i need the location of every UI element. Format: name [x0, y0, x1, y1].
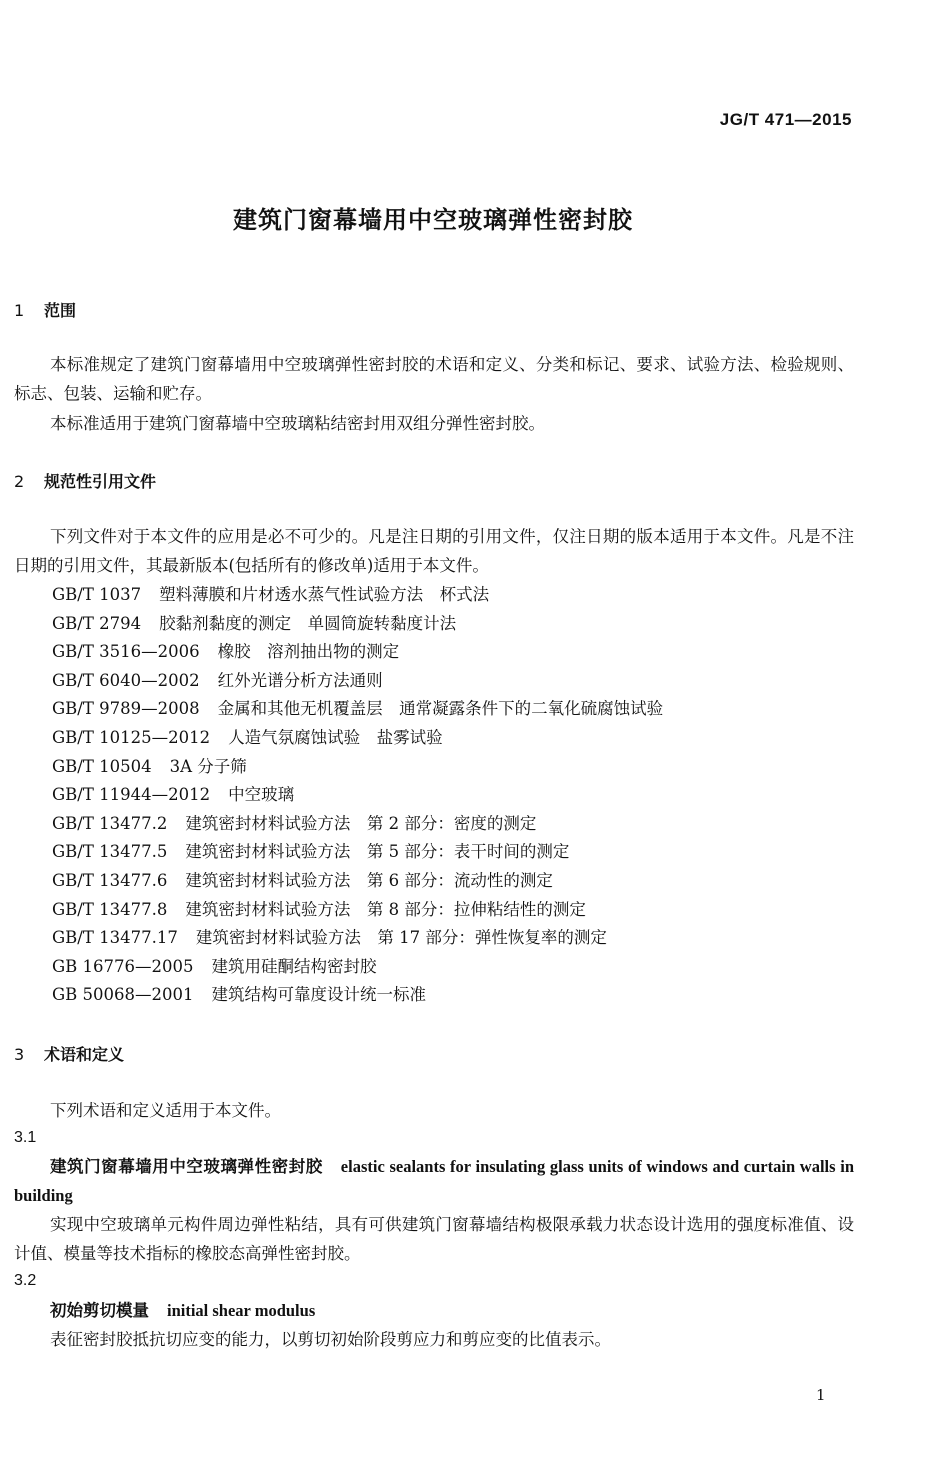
section-3-intro: 下列术语和定义适用于本文件。: [50, 1101, 281, 1120]
page-number: 1: [816, 1386, 826, 1404]
section-2-intro: 下列文件对于本文件的应用是必不可少的。凡是注日期的引用文件，仅注日期的版本适用于本文件。凡是不注日期的引用文件，其最新版本(包括所有的修改单)适用于本文件。: [14, 527, 854, 575]
section-3-title: 术语和定义: [44, 1045, 125, 1064]
term-3-2-number: 3.2: [14, 1272, 37, 1289]
term-3-2-heading: [14, 1296, 854, 1325]
section-1-heading: [14, 298, 76, 321]
reference-title: 人造气氛腐蚀试验 盐雾试验: [228, 727, 443, 747]
standard-code: JG/T 471—2015: [719, 110, 852, 129]
reference-title: 建筑用硅酮结构密封胶: [211, 956, 377, 976]
reference-code: GB/T 2794: [52, 613, 142, 633]
term-3-1-number: 3.1: [14, 1129, 37, 1146]
reference-title: 建筑结构可靠度设计统一标准: [211, 985, 427, 1005]
reference-code: GB/T 13477.2: [52, 813, 168, 833]
term-3-1-definition: 实现中空玻璃单元构件周边弹性粘结，具有可供建筑门窗幕墙结构极限承载力状态设计选用的强度标准值、设计值、模量等技术指标的橡胶态高弹性密封胶。: [14, 1215, 854, 1263]
term-3-1-chinese: 建筑门窗幕墙用中空玻璃弹性密封胶: [50, 1157, 323, 1176]
term-3-2-english: initial shear modulus: [167, 1301, 316, 1320]
section-2-title: 规范性引用文件: [44, 472, 157, 491]
reference-code: GB/T 13477.17: [52, 928, 178, 948]
reference-code: GB/T 13477.8: [52, 899, 168, 919]
reference-code: GB/T 13477.6: [52, 870, 168, 890]
term-3-2-chinese: 初始剪切模量: [50, 1301, 149, 1320]
reference-code: GB/T 6040—2002: [52, 670, 200, 690]
section-3-number: 3: [14, 1045, 25, 1064]
reference-code: GB/T 9789—2008: [52, 699, 200, 719]
reference-code: GB/T 10125—2012: [52, 727, 211, 747]
reference-title: 建筑密封材料试验方法 第 2 部分：密度的测定: [185, 813, 537, 833]
term-3-1-heading: [14, 1152, 854, 1210]
section-3-heading: [14, 1042, 124, 1065]
reference-code: GB/T 13477.5: [52, 842, 168, 862]
section-2-heading: [14, 469, 156, 492]
reference-title: 橡胶 溶剂抽出物的测定: [217, 642, 400, 662]
reference-code: GB/T 1037: [52, 585, 142, 604]
reference-title: 红外光谱分析方法通则: [217, 670, 383, 690]
section-1-number: 1: [14, 301, 25, 320]
reference-title: 建筑密封材料试验方法 第 8 部分：拉伸粘结性的测定: [185, 899, 586, 919]
reference-title: 中空玻璃: [228, 785, 295, 805]
reference-title: 建筑密封材料试验方法 第 6 部分：流动性的测定: [185, 870, 553, 890]
term-3-1-english: elastic sealants for insulating glass units of windows and curtain walls in building: [14, 1157, 854, 1205]
reference-title: 建筑密封材料试验方法 第 5 部分：表干时间的测定: [185, 842, 570, 862]
reference-title: 建筑密封材料试验方法 第 17 部分：弹性恢复率的测定: [195, 928, 607, 948]
reference-code: GB/T 3516—2006: [52, 642, 200, 662]
reference-code: GB/T 10504: [52, 756, 152, 776]
reference-code: GB 50068—2001: [52, 985, 194, 1005]
term-3-2-definition: 表征密封胶抵抗切应变的能力，以剪切初始阶段剪应力和剪应变的比值表示。: [50, 1330, 611, 1349]
section-1-paragraph-2: 本标准适用于建筑门窗幕墙中空玻璃粘结密封用双组分弹性密封胶。: [50, 414, 545, 433]
reference-title: 3A 分子筛: [169, 756, 247, 776]
document-title: 建筑门窗幕墙用中空玻璃弹性密封胶: [233, 206, 633, 234]
section-1-paragraph-1: 本标准规定了建筑门窗幕墙用中空玻璃弹性密封胶的术语和定义、分类和标记、要求、试验方法、检验规则、标志、包装、运输和贮存。: [14, 355, 854, 403]
reference-title: 胶黏剂黏度的测定 单圆筒旋转黏度计法: [159, 613, 457, 633]
reference-code: GB 16776—2005: [52, 956, 194, 976]
reference-title: 塑料薄膜和片材透水蒸气性试验方法 杯式法: [159, 585, 490, 604]
section-1-title: 范围: [44, 301, 77, 320]
reference-title: 金属和其他无机覆盖层 通常凝露条件下的二氧化硫腐蚀试验: [217, 699, 664, 719]
reference-code: GB/T 11944—2012: [52, 785, 211, 805]
section-2-number: 2: [14, 472, 25, 491]
